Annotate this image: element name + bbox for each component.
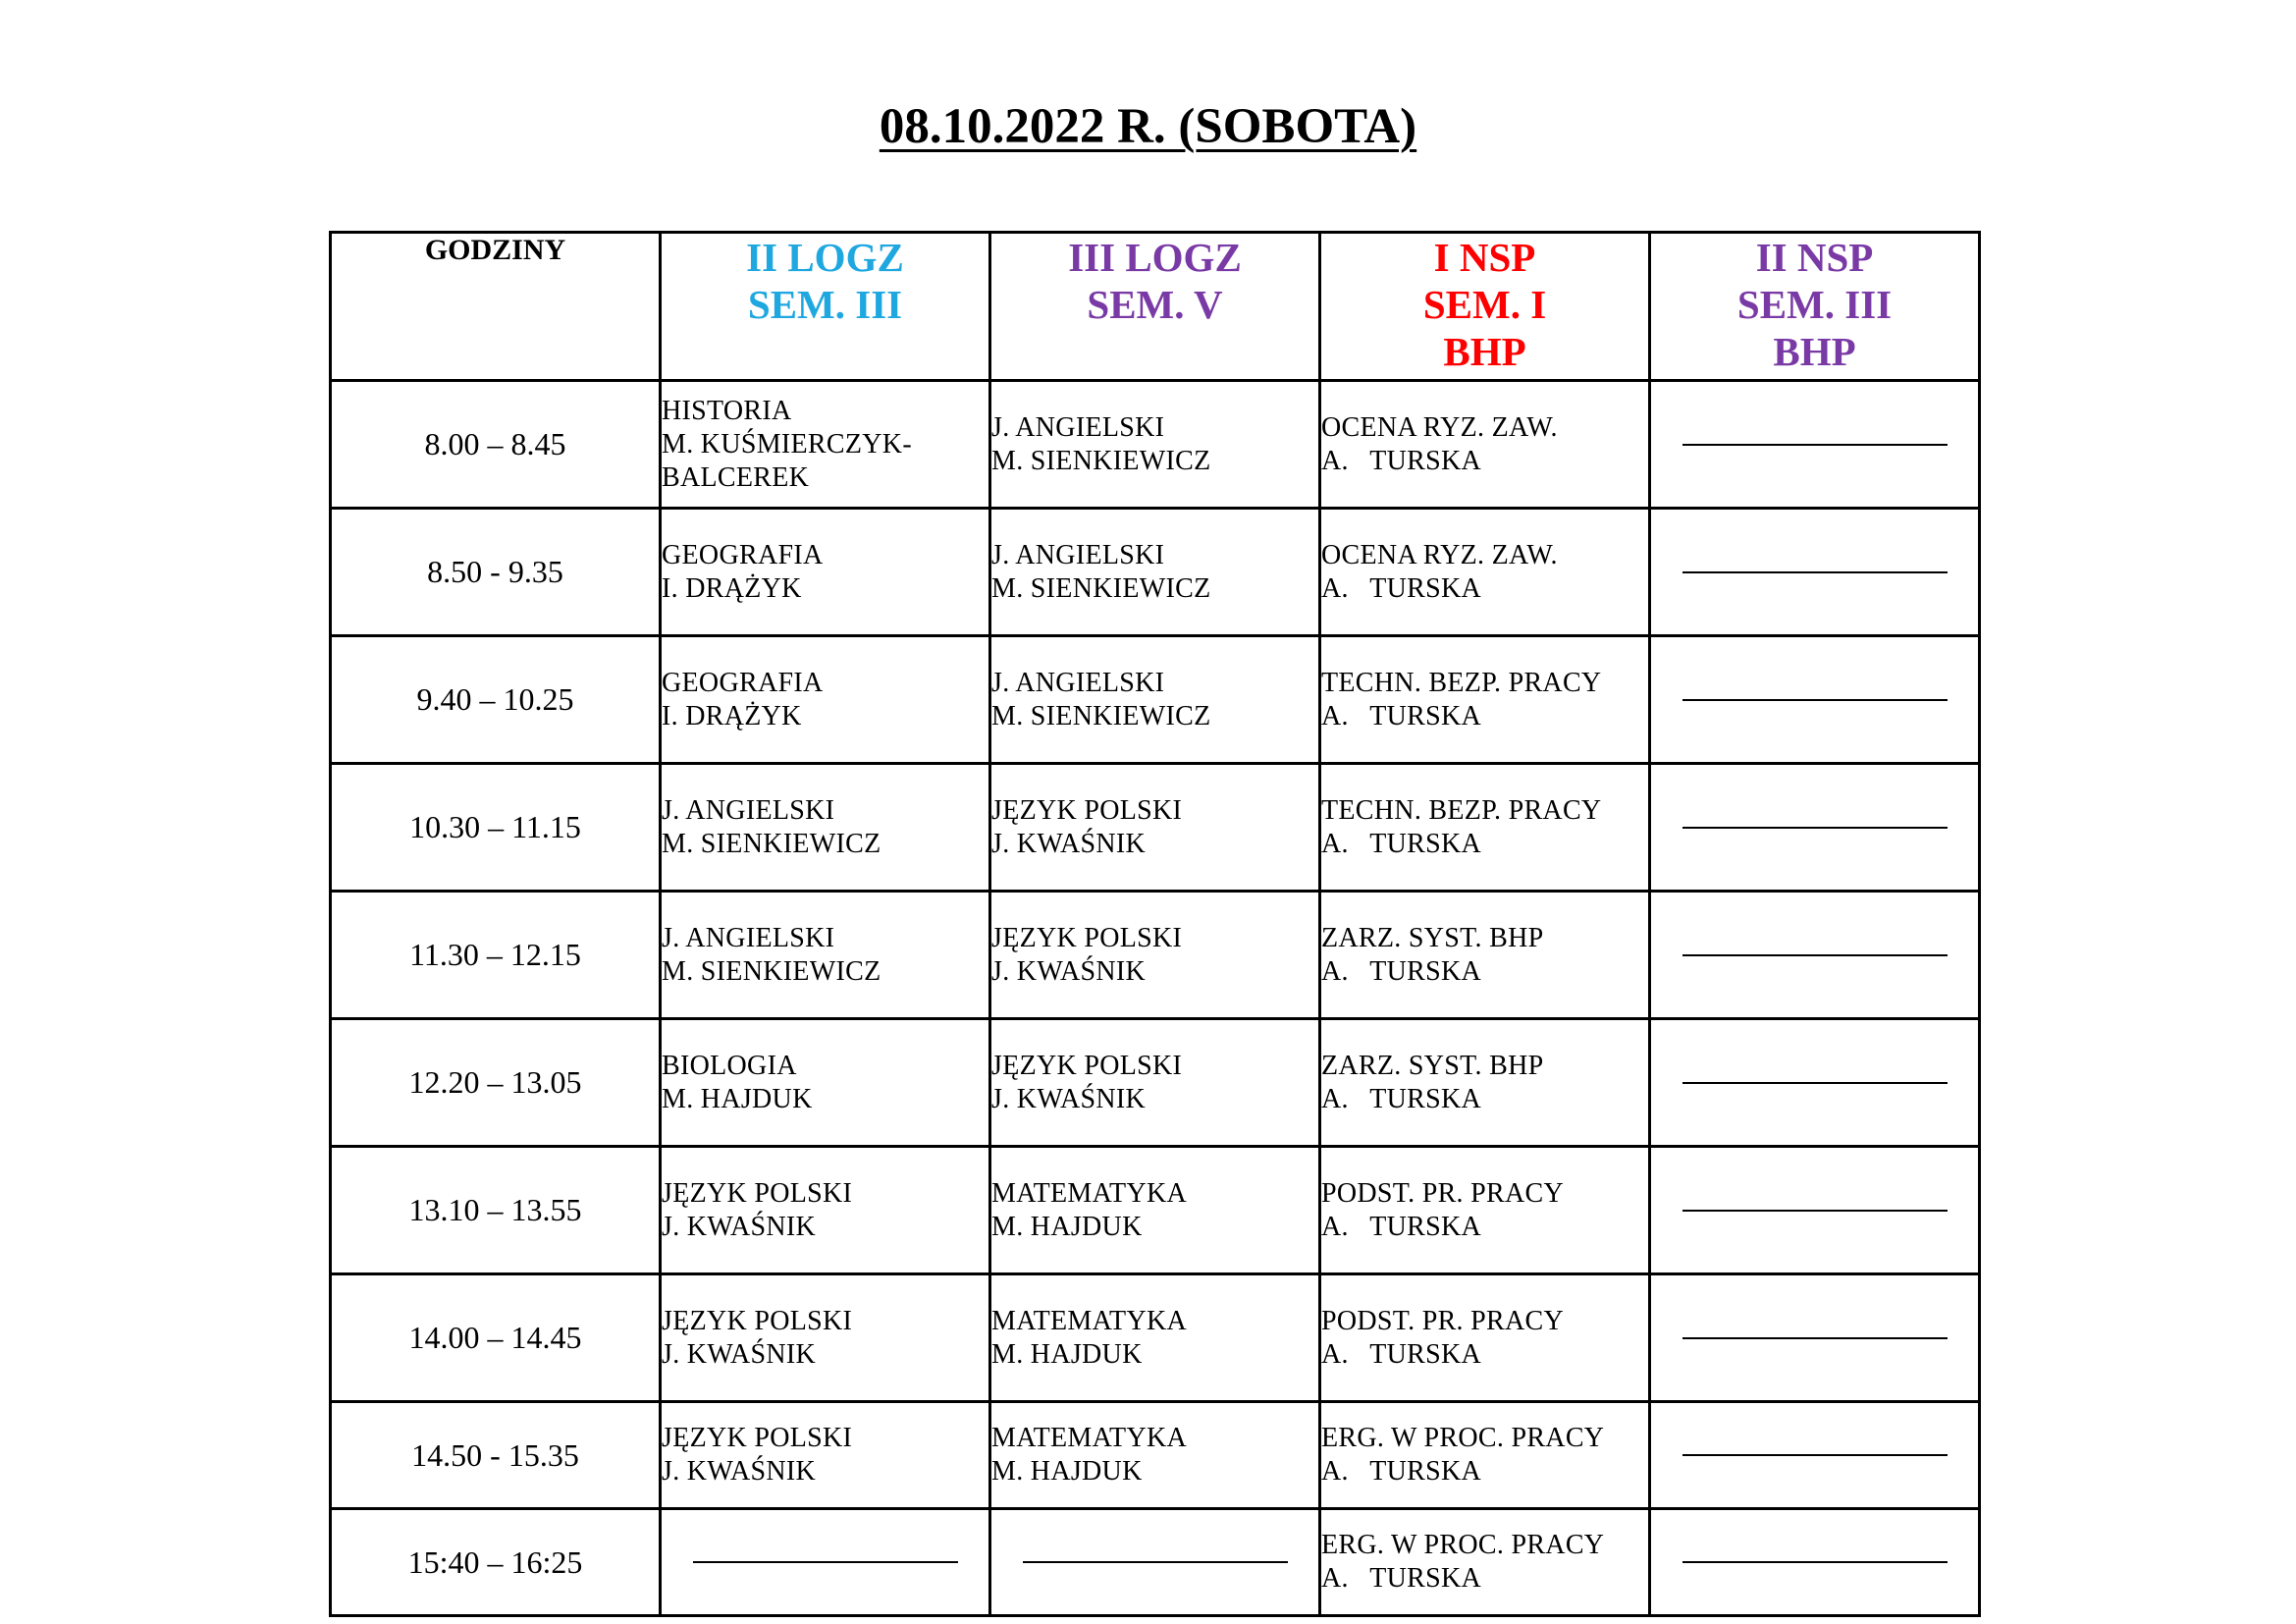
- lesson-teacher: I. DRĄŻYK: [662, 700, 802, 731]
- lesson-teacher: A. TURSKA: [1321, 1456, 1482, 1487]
- lesson-subject: JĘZYK POLSKI: [662, 1305, 853, 1336]
- empty-cell: [1650, 1402, 1980, 1509]
- lesson-cell: [1320, 1509, 1650, 1616]
- lesson-cell: [1320, 1019, 1650, 1147]
- lesson-cell: [661, 636, 990, 764]
- lesson-teacher: A. TURSKA: [1321, 1338, 1482, 1370]
- lesson-teacher: M. SIENKIEWICZ: [991, 445, 1211, 476]
- lesson-subject: MATEMATYKA: [991, 1177, 1187, 1209]
- time-slot: 8.50 - 9.35: [331, 509, 661, 636]
- schedule-table: [329, 231, 1981, 1617]
- time-slot: 13.10 – 13.55: [331, 1147, 661, 1274]
- lesson-subject: GEOGRAFIA: [662, 667, 824, 698]
- lesson-cell: [661, 1274, 990, 1402]
- lesson-cell: [990, 1402, 1320, 1509]
- lesson-subject: JĘZYK POLSKI: [991, 1050, 1183, 1081]
- hours-column-header: GODZINY: [331, 233, 661, 381]
- table-row: [331, 509, 1980, 636]
- lesson-teacher: M. SIENKIEWICZ: [662, 955, 881, 987]
- lesson-cell: [661, 1402, 990, 1509]
- time-slot: 14.00 – 14.45: [331, 1274, 661, 1402]
- empty-dash-line: [1682, 444, 1948, 446]
- empty-cell: [990, 1509, 1320, 1616]
- lesson-cell: [1320, 764, 1650, 892]
- lesson-teacher: J. KWAŚNIK: [991, 955, 1146, 987]
- empty-dash-line: [1682, 699, 1948, 701]
- empty-dash-line: [1682, 1337, 1948, 1339]
- table-row: [331, 1274, 1980, 1402]
- empty-dash-line: [1682, 1561, 1948, 1563]
- group-column-header: [990, 233, 1320, 381]
- lesson-teacher: M. KUŚMIERCZYK-: [662, 428, 912, 460]
- lesson-cell: [990, 764, 1320, 892]
- lesson-teacher: M. HAJDUK: [991, 1338, 1143, 1370]
- lesson-cell: [1320, 509, 1650, 636]
- group-header-line: BHP: [1443, 329, 1526, 374]
- lesson-cell: [990, 381, 1320, 509]
- lesson-subject: J. ANGIELSKI: [662, 922, 835, 953]
- lesson-teacher: A. TURSKA: [1321, 445, 1482, 476]
- empty-dash-line: [1682, 1454, 1948, 1456]
- lesson-teacher: J. KWAŚNIK: [662, 1211, 816, 1242]
- lesson-cell: [661, 1019, 990, 1147]
- time-slot: 8.00 – 8.45: [331, 381, 661, 509]
- lesson-subject: OCENA RYZ. ZAW.: [1321, 411, 1558, 443]
- lesson-teacher: I. DRĄŻYK: [662, 572, 802, 604]
- lesson-subject: PODST. PR. PRACY: [1321, 1177, 1565, 1209]
- empty-cell: [1650, 381, 1980, 509]
- empty-dash-line: [1023, 1561, 1288, 1563]
- empty-dash-line: [1682, 571, 1948, 573]
- lesson-teacher: M. HAJDUK: [662, 1083, 813, 1114]
- lesson-teacher: M. HAJDUK: [991, 1211, 1143, 1242]
- lesson-subject: OCENA RYZ. ZAW.: [1321, 539, 1558, 570]
- lesson-cell: [990, 636, 1320, 764]
- group-column-header: [661, 233, 990, 381]
- lesson-cell: [1320, 1402, 1650, 1509]
- lesson-teacher: A. TURSKA: [1321, 700, 1482, 731]
- lesson-subject: ZARZ. SYST. BHP: [1321, 922, 1544, 953]
- empty-dash-line: [693, 1561, 958, 1563]
- lesson-subject: JĘZYK POLSKI: [991, 922, 1183, 953]
- lesson-cell: [1320, 636, 1650, 764]
- lesson-subject: PODST. PR. PRACY: [1321, 1305, 1565, 1336]
- lesson-subject: MATEMATYKA: [991, 1305, 1187, 1336]
- empty-cell: [1650, 1509, 1980, 1616]
- empty-cell: [1650, 1147, 1980, 1274]
- group-header-line: III LOGZ: [1068, 235, 1242, 280]
- lesson-cell: [1320, 1274, 1650, 1402]
- lesson-cell: [661, 509, 990, 636]
- lesson-teacher: M. SIENKIEWICZ: [662, 828, 881, 859]
- lesson-teacher: BALCEREK: [662, 461, 810, 493]
- table-row: [331, 636, 1980, 764]
- time-slot: 11.30 – 12.15: [331, 892, 661, 1019]
- lesson-teacher: J. KWAŚNIK: [662, 1456, 816, 1487]
- lesson-teacher: M. HAJDUK: [991, 1456, 1143, 1487]
- table-row: [331, 1509, 1980, 1616]
- lesson-teacher: A. TURSKA: [1321, 1211, 1482, 1242]
- table-row: [331, 764, 1980, 892]
- lesson-teacher: A. TURSKA: [1321, 1083, 1482, 1114]
- time-slot: 14.50 - 15.35: [331, 1402, 661, 1509]
- group-header-line: SEM. III: [747, 282, 903, 327]
- empty-dash-line: [1682, 1210, 1948, 1212]
- lesson-subject: JĘZYK POLSKI: [662, 1177, 853, 1209]
- table-row: [331, 381, 1980, 509]
- lesson-subject: ERG. W PROC. PRACY: [1321, 1530, 1605, 1560]
- table-row: [331, 1402, 1980, 1509]
- lesson-cell: [990, 1019, 1320, 1147]
- lesson-cell: [990, 1147, 1320, 1274]
- empty-dash-line: [1682, 954, 1948, 956]
- lesson-cell: [661, 1147, 990, 1274]
- lesson-cell: [661, 381, 990, 509]
- lesson-cell: [661, 892, 990, 1019]
- lesson-subject: J. ANGIELSKI: [991, 539, 1165, 570]
- lesson-cell: [1320, 381, 1650, 509]
- group-header-line: BHP: [1773, 329, 1856, 374]
- group-header-line: I NSP: [1433, 235, 1536, 280]
- group-header-line: SEM. V: [1087, 282, 1223, 327]
- empty-cell: [1650, 509, 1980, 636]
- group-column-header: [1650, 233, 1980, 381]
- lesson-subject: J. ANGIELSKI: [662, 794, 835, 826]
- lesson-subject: TECHN. BEZP. PRACY: [1321, 794, 1602, 826]
- lesson-teacher: J. KWAŚNIK: [991, 1083, 1146, 1114]
- table-row: [331, 1147, 1980, 1274]
- lesson-cell: [990, 892, 1320, 1019]
- lesson-subject: J. ANGIELSKI: [991, 667, 1165, 698]
- lesson-teacher: J. KWAŚNIK: [662, 1338, 816, 1370]
- lesson-subject: ERG. W PROC. PRACY: [1321, 1423, 1605, 1453]
- group-column-header: [1320, 233, 1650, 381]
- time-slot: 10.30 – 11.15: [331, 764, 661, 892]
- table-row: [331, 1019, 1980, 1147]
- lesson-teacher: M. SIENKIEWICZ: [991, 572, 1211, 604]
- time-slot: 15:40 – 16:25: [331, 1509, 661, 1616]
- lesson-teacher: M. SIENKIEWICZ: [991, 700, 1211, 731]
- empty-cell: [1650, 1274, 1980, 1402]
- lesson-subject: MATEMATYKA: [991, 1423, 1187, 1453]
- empty-cell: [1650, 892, 1980, 1019]
- empty-dash-line: [1682, 827, 1948, 829]
- group-header-line: SEM. III: [1736, 282, 1893, 327]
- lesson-subject: GEOGRAFIA: [662, 539, 824, 570]
- lesson-cell: [1320, 1147, 1650, 1274]
- lesson-cell: [1320, 892, 1650, 1019]
- empty-cell: [661, 1509, 990, 1616]
- lesson-teacher: A. TURSKA: [1321, 828, 1482, 859]
- page-title: 08.10.2022 R. (SOBOTA): [879, 99, 1417, 154]
- lesson-teacher: A. TURSKA: [1321, 955, 1482, 987]
- lesson-subject: HISTORIA: [662, 395, 792, 426]
- time-slot: 9.40 – 10.25: [331, 636, 661, 764]
- lesson-subject: JĘZYK POLSKI: [662, 1423, 853, 1453]
- empty-cell: [1650, 636, 1980, 764]
- lesson-subject: ZARZ. SYST. BHP: [1321, 1050, 1544, 1081]
- schedule-body: [331, 381, 1980, 1616]
- group-header-line: II LOGZ: [746, 235, 904, 280]
- empty-cell: [1650, 764, 1980, 892]
- lesson-subject: JĘZYK POLSKI: [991, 794, 1183, 826]
- lesson-subject: BIOLOGIA: [662, 1050, 797, 1081]
- empty-dash-line: [1682, 1082, 1948, 1084]
- lesson-cell: [661, 764, 990, 892]
- lesson-teacher: J. KWAŚNIK: [991, 828, 1146, 859]
- lesson-cell: [990, 509, 1320, 636]
- group-header-line: SEM. I: [1422, 282, 1547, 327]
- empty-cell: [1650, 1019, 1980, 1147]
- time-slot: 12.20 – 13.05: [331, 1019, 661, 1147]
- lesson-teacher: A. TURSKA: [1321, 572, 1482, 604]
- header-row: [331, 233, 1980, 381]
- group-header-line: II NSP: [1755, 235, 1874, 280]
- lesson-subject: TECHN. BEZP. PRACY: [1321, 667, 1602, 698]
- table-row: [331, 892, 1980, 1019]
- lesson-cell: [990, 1274, 1320, 1402]
- lesson-subject: J. ANGIELSKI: [991, 411, 1165, 443]
- lesson-teacher: A. TURSKA: [1321, 1563, 1482, 1594]
